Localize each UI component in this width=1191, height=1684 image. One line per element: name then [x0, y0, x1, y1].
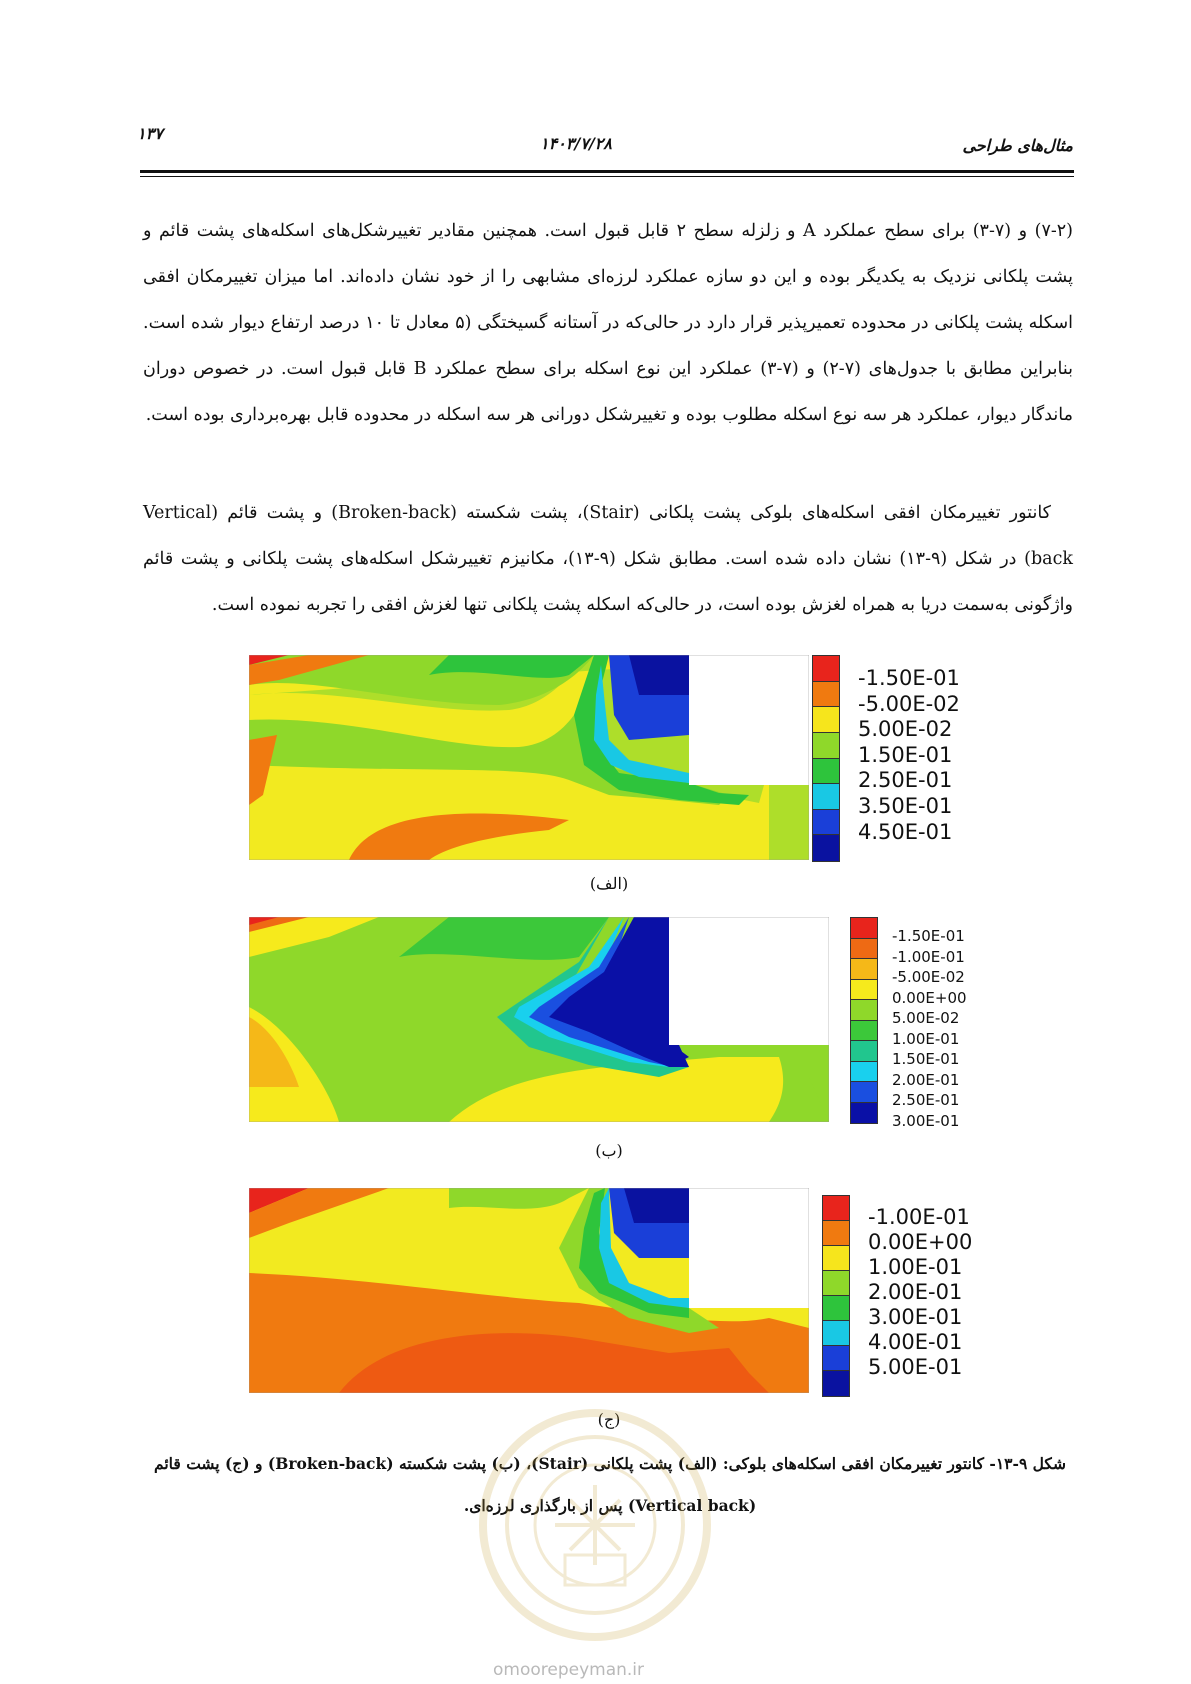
- legend-value: 3.00E-01: [868, 1305, 963, 1330]
- watermark-site: omoorepeyman.ir: [493, 1660, 645, 1680]
- legend-swatch: [822, 1195, 850, 1222]
- legend-swatch: [812, 655, 840, 683]
- header-date: ۱۴۰۳/۷/۲۸: [540, 134, 612, 153]
- legend-swatch: [850, 1040, 878, 1063]
- legend-value: 1.50E-01: [892, 1050, 960, 1068]
- legend-value: 1.00E-01: [892, 1029, 960, 1048]
- legend-value: -1.50E-01: [892, 927, 965, 945]
- legend-swatch: [850, 938, 878, 961]
- legend-value: 5.00E-02: [892, 1009, 960, 1027]
- legend-swatch: [812, 732, 840, 760]
- legend-swatch: [812, 706, 840, 734]
- figure-b-label: (ب): [595, 1141, 623, 1160]
- legend-value: 0.00E+00: [892, 988, 967, 1007]
- legend-value: 4.50E-01: [858, 819, 953, 844]
- legend-value: -1.00E-01: [868, 1205, 970, 1230]
- header-rule: [140, 170, 1074, 173]
- watermark-seal-icon: [475, 1405, 715, 1645]
- legend-swatch: [822, 1245, 850, 1272]
- figure-c-label: (ج): [597, 1410, 621, 1429]
- legend-swatch: [822, 1320, 850, 1347]
- legend-swatch: [822, 1345, 850, 1372]
- legend-swatch: [812, 809, 840, 837]
- figure-a-label: (الف): [589, 874, 629, 893]
- legend-value: -5.00E-02: [858, 691, 960, 716]
- legend-swatch: [850, 999, 878, 1022]
- legend-swatch: [850, 1020, 878, 1043]
- body-paragraph-1: (۷-۲) و (۷-۳) برای سطح عملکرد A و زلزله سطح ۲ قابل قبول است. همچنین مقادیر تغییرشکل‌های اسکله‌های پشت قائم و پشت پلکانی نزدیک به یکدیگر بوده و این دو سازه عملکرد لرزه‌ای مشابهی را از خود نشان داده‌اند. اما میزان تغییرمکان افقی اسکله پشت پلکانی در محدوده تعمیرپذیر قرار دارد در حالی‌که در آستانه گسیختگی (۵ معادل تا ۱۰ درصد ارتفاع دیوار شده است. بنابراین مطابق با جدول‌های (۷-۲) و (۷-۳) عملکرد این نوع اسکله برای سطح عملکرد B قابل قبول است. در خصوص دوران ماندگار دیوار، عملکرد هر سه نوع اسکله مطلوب بوده و تغییرشکل دورانی هر سه اسکله در محدوده قابل بهره‌برداری بوده است.: [143, 221, 1073, 425]
- legend-value: -1.50E-01: [858, 665, 960, 690]
- legend-value: 1.00E-01: [868, 1255, 963, 1280]
- legend-value: 4.00E-01: [868, 1330, 963, 1355]
- legend-swatch: [822, 1370, 850, 1397]
- legend-value: 5.00E-02: [858, 717, 953, 742]
- legend-value: 2.00E-01: [868, 1280, 963, 1305]
- contour-plot-vertical-back: [249, 1188, 809, 1393]
- legend-swatch: [822, 1270, 850, 1297]
- legend-swatch: [850, 1102, 878, 1125]
- legend-value: 3.00E-01: [892, 1111, 960, 1130]
- legend-swatch: [812, 758, 840, 786]
- legend-swatch: [822, 1220, 850, 1247]
- legend-swatch: [850, 917, 878, 940]
- header-rule-thin: [140, 176, 1074, 177]
- legend-swatch: [850, 958, 878, 981]
- body-paragraph-2: کانتور تغییرمکان افقی اسکله‌های بلوکی پشت پلکانی (Stair)، پشت شکسته (Broken-back) و پشت قائم (Vertical back) در شکل (۹-۱۳) نشان داده شده است. مطابق شکل (۹-۱۳)، مکانیزم تغییرشکل اسکله‌های پشت پلکانی و پشت قائم واژگونی به‌سمت دریا به همراه لغزش بوده است، در حالی‌که اسکله پشت پلکانی تنها لغزش افقی را تجربه نموده است.: [143, 503, 1074, 615]
- contour-plot-broken-back: [249, 917, 829, 1122]
- legend-swatch: [812, 783, 840, 811]
- legend-swatch: [850, 1081, 878, 1104]
- legend-value: 3.50E-01: [858, 794, 953, 819]
- contour-plot-stair: [249, 655, 809, 860]
- legend-value: 2.50E-01: [892, 1091, 960, 1109]
- legend-swatch: [822, 1295, 850, 1322]
- legend-value: 5.00E-01: [868, 1355, 963, 1380]
- legend-value: 1.50E-01: [858, 742, 953, 767]
- legend-value: -5.00E-02: [892, 968, 965, 986]
- figure-caption-line1: شکل ۹-۱۳- کانتور تغییرمکان افقی اسکله‌های بلوکی: (الف) پشت پلکانی (Stair)، (ب) پشت شکسته (Broken-back) و (ج) پشت قائم: [154, 1454, 1066, 1473]
- chapter-title: مثال‌های طراحی: [962, 136, 1073, 155]
- figure-caption-line2: (Vertical back) پس از بارگذاری لرزه‌ای.: [463, 1496, 757, 1515]
- legend-value: 2.00E-01: [892, 1070, 960, 1089]
- legend-swatch: [812, 834, 840, 862]
- legend-swatch: [812, 681, 840, 709]
- legend-value: 0.00E+00: [868, 1230, 973, 1255]
- page-number: ۱۳۷: [137, 124, 163, 143]
- legend-swatch: [850, 979, 878, 1002]
- legend-value: 2.50E-01: [858, 768, 953, 793]
- legend-swatch: [850, 1061, 878, 1084]
- legend-value: -1.00E-01: [892, 947, 965, 966]
